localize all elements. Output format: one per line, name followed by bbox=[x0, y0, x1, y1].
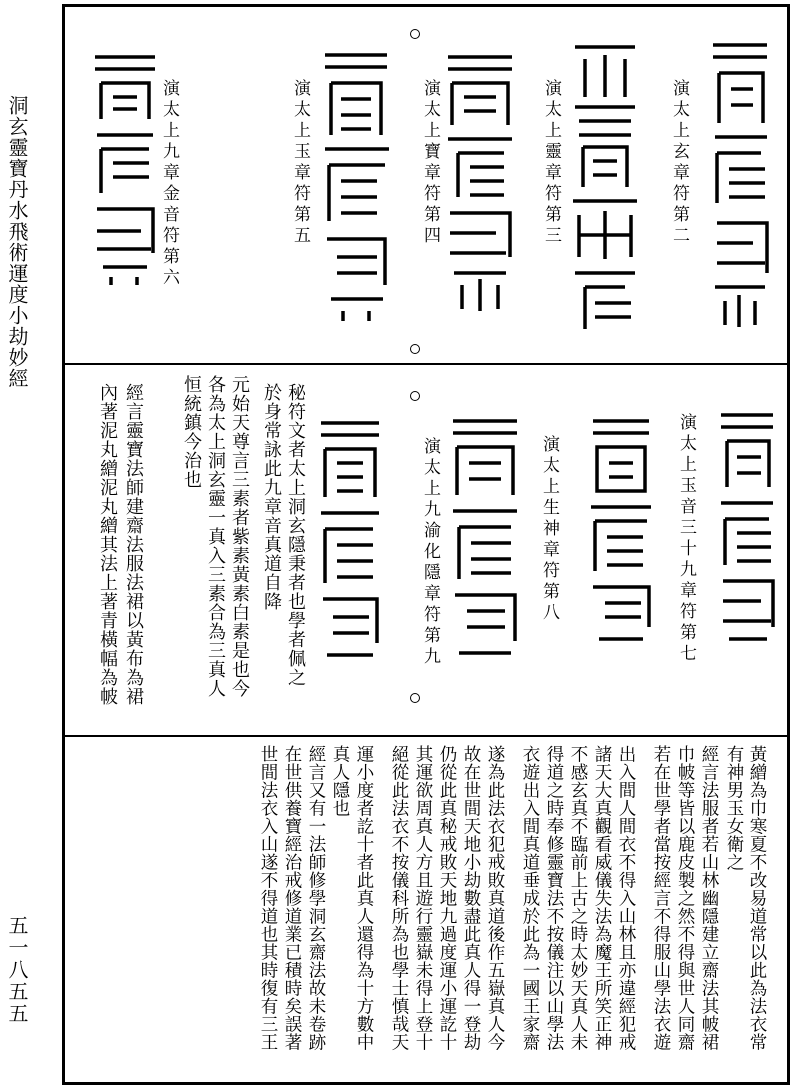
text-column: 元始天尊言三素者紫素黃素白素是也今 bbox=[229, 375, 250, 698]
text-column: 不感玄真不臨前上古之時太妙天真人未 bbox=[568, 745, 588, 1051]
text-column: 有神男玉女衛之 bbox=[724, 745, 744, 871]
talisman-heading: 演太上玉音三十九章符第七 bbox=[676, 413, 696, 665]
middle-panel bbox=[65, 365, 787, 737]
page-frame bbox=[62, 4, 790, 1085]
text-column: 絕從此法衣不按儀科所為也學士慎哉天 bbox=[389, 745, 409, 1051]
text-column: 於身常詠此九章音真道自降 bbox=[261, 383, 282, 611]
bottom-panel-text bbox=[65, 737, 787, 1082]
talisman-glyph-2 bbox=[705, 33, 777, 333]
text-column: 真人隱也 bbox=[330, 745, 350, 817]
text-column: 內著泥丸繒泥丸繒其法上著青橫幅為帔 bbox=[97, 383, 118, 706]
text-column: 經言靈寶法師建齋法服法裙以黃布為裙 bbox=[123, 383, 144, 706]
text-column: 秘符文者太上洞玄隱秉者也學者佩之 bbox=[285, 383, 306, 687]
text-column: 故在世間天地小劫數盡此真人得一登劫 bbox=[461, 745, 481, 1051]
text-column: 衣遊出入間真道垂成於此為一國王家齋 bbox=[520, 745, 540, 1051]
talisman-glyph-4 bbox=[440, 47, 520, 317]
registration-mark bbox=[410, 693, 420, 703]
talisman-glyph-10 bbox=[313, 413, 387, 663]
talisman-heading: 演太上寶章符第四 bbox=[420, 79, 440, 247]
talisman-glyph-7 bbox=[715, 405, 779, 655]
text-column: 出入間人間衣不得入山林且亦違經犯戒 bbox=[616, 745, 636, 1051]
text-column: 仍從此真秘戒敗天地九過度運小運訖十 bbox=[437, 745, 457, 1051]
text-column: 諸天大真觀看威儀失法為魔王所笑正神 bbox=[592, 745, 612, 1051]
talisman-glyph-6 bbox=[87, 47, 163, 287]
margin-book-title: 洞玄靈寶丹水飛術運度小劫妙經 bbox=[5, 95, 29, 389]
registration-mark bbox=[410, 391, 420, 401]
text-column: 運小度者訖十者此真人還得為十方數中 bbox=[354, 745, 374, 1051]
talisman-heading: 演太上生神章符第八 bbox=[539, 435, 559, 624]
registration-mark bbox=[410, 344, 420, 354]
text-column: 在世供養寶經治戒修道業已積時矣誤著 bbox=[282, 745, 302, 1051]
talisman-glyph-5 bbox=[317, 45, 397, 325]
talisman-glyph-3 bbox=[565, 37, 645, 337]
talisman-heading: 演太上靈章符第三 bbox=[541, 79, 561, 247]
page-number: 五一八五五 bbox=[5, 915, 29, 1025]
text-column: 遂為此法衣犯戒敗真道後作五嶽真人今 bbox=[485, 745, 505, 1051]
top-panel-talismans bbox=[65, 7, 787, 365]
talisman-glyph-8 bbox=[583, 411, 659, 651]
text-column: 世間法衣入山遂不得道也其時復有三王 bbox=[258, 745, 278, 1051]
text-column: 恒統鎮今治也 bbox=[181, 375, 202, 489]
text-column: 各為太上洞玄靈一真入三素合為三真人 bbox=[205, 375, 226, 698]
text-column: 得道之時奉修靈寶法不按儀注以山學法 bbox=[544, 745, 564, 1051]
talisman-glyph-9 bbox=[445, 411, 525, 661]
registration-mark bbox=[410, 29, 420, 39]
text-column: 其運欲周真人方且遊行靈嶽未得上登十 bbox=[413, 745, 433, 1051]
text-column: 經言又有一法師修學洞玄齋法故未卷跡 bbox=[306, 745, 326, 1051]
text-column: 黃繒為巾寒夏不改易道常以此為法衣常 bbox=[747, 745, 767, 1051]
talisman-heading: 演太上玉章符第五 bbox=[290, 79, 310, 247]
text-column: 經言法服者若山林幽隱建立齋法其帔裙 bbox=[699, 745, 719, 1051]
text-column: 巾帔等皆以鹿皮製之然不得與世人同齋 bbox=[675, 745, 695, 1051]
talisman-heading: 演太上九渝化隱章符第九 bbox=[420, 437, 440, 668]
talisman-heading: 演太上九章金音符第六 bbox=[159, 79, 179, 289]
text-column: 若在世學者當按經言不得服山學法衣遊 bbox=[651, 745, 671, 1051]
talisman-heading: 演太上玄章符第二 bbox=[669, 79, 689, 247]
